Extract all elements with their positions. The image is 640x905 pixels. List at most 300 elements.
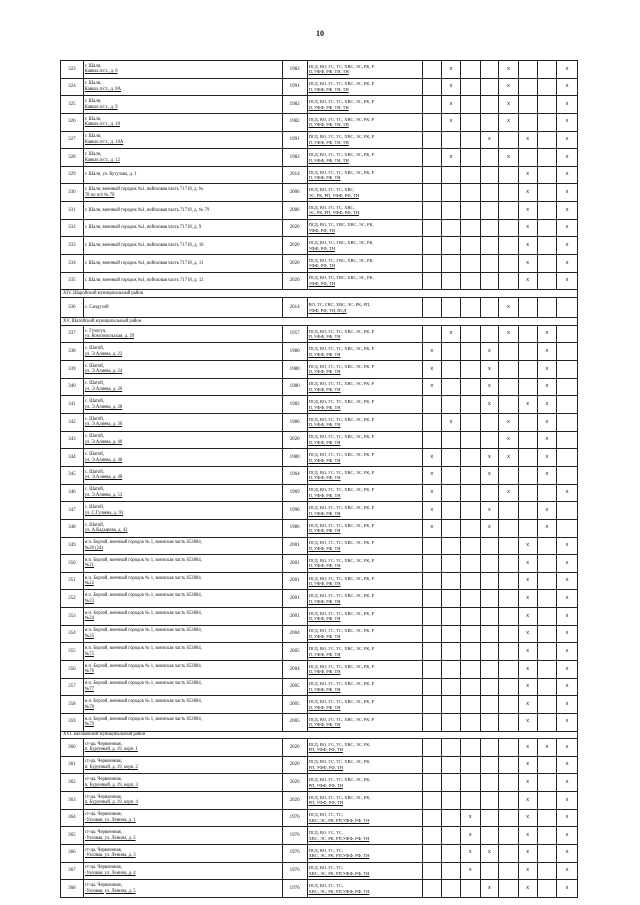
- mark-cell: [460, 608, 480, 626]
- works-cell: [307, 202, 422, 220]
- mark-cell: [537, 713, 557, 731]
- mark-cell: x: [518, 643, 537, 661]
- works-cell: [307, 862, 422, 880]
- works-line: ПСД, ВО, ГС, ТС, ХВС, ЭС, РК, Р: [308, 487, 375, 493]
- mark-cell: [422, 202, 442, 220]
- mark-cell: [460, 96, 480, 114]
- address-line: н.п. Борзой, военный городок № 1, воинская часть 653884,: [84, 663, 202, 669]
- mark-cell: x: [499, 78, 519, 96]
- mark-cell: [422, 431, 442, 449]
- mark-cell: [537, 678, 557, 696]
- address-line: н.п. Борзой, военный городок № 1, воинская часть 653884,: [84, 699, 202, 704]
- mark-cell: x: [557, 880, 578, 898]
- address-line: №21: [84, 563, 94, 569]
- address-line: п. Бурунный, д. 19, корп. 1: [84, 747, 138, 753]
- address-line: Кавказ.п/ст., д. 9: [84, 104, 118, 110]
- address-line: п. Бурунный, д. 19, корп. 3: [84, 782, 138, 788]
- year-cell: 2005: [282, 643, 307, 661]
- address-line: с. Шатой,: [84, 381, 104, 387]
- table-row: [61, 643, 578, 661]
- address-cell: [83, 396, 282, 414]
- table-row: [61, 827, 578, 845]
- mark-cell: [422, 219, 442, 237]
- mark-cell: x: [499, 96, 519, 114]
- mark-cell: [442, 519, 461, 537]
- mark-cell: x: [557, 696, 578, 714]
- mark-cell: [499, 555, 519, 573]
- year-cell: 2006: [282, 184, 307, 202]
- address-line: г. Шали,: [84, 99, 102, 104]
- year-cell: 1982: [282, 61, 307, 79]
- mark-cell: x: [557, 862, 578, 880]
- mark-cell: x: [557, 555, 578, 573]
- mark-cell: x: [518, 880, 537, 898]
- mark-cell: [557, 343, 578, 361]
- mark-cell: [442, 449, 461, 467]
- mark-cell: x: [557, 661, 578, 679]
- works-line: ПСД, ВО, ГС, ТС, ХВС, ЭС, РК, Р: [308, 416, 375, 422]
- year-cell: 2020: [282, 791, 307, 809]
- mark-cell: x: [557, 131, 578, 149]
- works-cell: [307, 713, 422, 731]
- works-cell: [307, 343, 422, 361]
- section-row: [61, 731, 578, 739]
- year-cell: 2020: [282, 219, 307, 237]
- works-cell: [307, 880, 422, 898]
- table-row: [61, 774, 578, 792]
- mark-cell: [460, 643, 480, 661]
- mark-cell: [442, 272, 461, 290]
- mark-cell: x: [460, 809, 480, 827]
- works-line: ПСД, ВО, ГС, ТС, ХВС, ЭС, РК, Р: [308, 610, 375, 616]
- works-line: П, УФФ, РФ, ТН: [308, 704, 341, 710]
- mark-cell: [537, 590, 557, 608]
- works-cell: [307, 608, 422, 626]
- works-cell: [307, 756, 422, 774]
- mark-cell: [518, 431, 537, 449]
- year-cell: 1980: [282, 378, 307, 396]
- table-row: [61, 809, 578, 827]
- mark-cell: [422, 131, 442, 149]
- mark-cell: x: [499, 113, 519, 131]
- works-line: П, УФФ, РФ, ТН: [308, 422, 341, 428]
- mark-cell: [480, 78, 499, 96]
- address-line: н.п. Борзой, военный городок № 1, воинская часть 653884,: [84, 575, 202, 581]
- works-cell: [307, 502, 422, 520]
- table-row: [61, 844, 578, 862]
- mark-cell: x: [422, 343, 442, 361]
- mark-cell: [499, 131, 519, 149]
- mark-cell: [422, 791, 442, 809]
- works-line: ХВС, ЭС, РК, РП,УФФ, РФ, ТН: [308, 817, 370, 823]
- mark-cell: [537, 555, 557, 573]
- table-row: [61, 96, 578, 114]
- mark-cell: [557, 502, 578, 520]
- mark-cell: [460, 519, 480, 537]
- mark-cell: [480, 590, 499, 608]
- table-row: [61, 572, 578, 590]
- works-line: ПСД, ВО, ГС, ТС, ХВС, ЭС, РК, Р: [308, 681, 375, 687]
- mark-cell: [499, 519, 519, 537]
- mark-cell: [557, 325, 578, 343]
- year-cell: 2005: [282, 713, 307, 731]
- mark-cell: [460, 78, 480, 96]
- mark-cell: [422, 590, 442, 608]
- works-cell: [307, 555, 422, 573]
- year-cell: 2004: [282, 661, 307, 679]
- works-line: ПСД, ВО, ГС, ТС, ХВС, ЭС, РК,: [308, 777, 371, 783]
- works-line: П, УФФ, РФ, ТН, ТН: [308, 139, 349, 145]
- address-cell: [83, 537, 282, 555]
- address-cell: [83, 466, 282, 484]
- address-line: г. Шали, военный городок №1, войсковая часть 71718, д. №: [84, 187, 204, 193]
- address-line: н.п. Борзой, военный городок № 1, воинская часть 653884,: [84, 593, 202, 599]
- works-line: ПСД, ВО, ГС, ТС, ХВС, ЭС, РК, Р: [308, 522, 375, 528]
- mark-cell: x: [480, 880, 499, 898]
- mark-cell: [460, 297, 480, 318]
- mark-cell: [480, 713, 499, 731]
- mark-cell: [557, 378, 578, 396]
- mark-cell: [460, 449, 480, 467]
- mark-cell: [537, 131, 557, 149]
- section-title: XV. Шатойский муниципальный район: [61, 318, 578, 326]
- mark-cell: x: [557, 61, 578, 79]
- mark-cell: [499, 661, 519, 679]
- table-row: [61, 113, 578, 131]
- mark-cell: [537, 78, 557, 96]
- row-number: 359: [61, 713, 84, 731]
- mark-cell: x: [518, 555, 537, 573]
- mark-cell: x: [460, 862, 480, 880]
- mark-cell: [460, 678, 480, 696]
- works-line: ПСД, ВО, ГС, ТС, ХВС, ЭС, РК, Р: [308, 575, 375, 581]
- mark-cell: x: [499, 449, 519, 467]
- mark-cell: [518, 466, 537, 484]
- works-line: П, УФФ, РФ, ТН: [308, 404, 341, 410]
- works-line: ПСД, ВО, ГС, ТС, ХВС, ЭС, РК, Р: [308, 81, 375, 87]
- works-line: П, УФФ, РФ, ТН: [308, 475, 341, 481]
- address-cell: [83, 756, 282, 774]
- mark-cell: x: [422, 361, 442, 379]
- address-cell: [83, 713, 282, 731]
- row-number: 329: [61, 166, 84, 184]
- table-row: [61, 361, 578, 379]
- address-cell: [83, 113, 282, 131]
- row-number: 330: [61, 184, 84, 202]
- mark-cell: [460, 237, 480, 255]
- address-line: ст-ца. Червленная,: [84, 812, 122, 818]
- mark-cell: [460, 414, 480, 432]
- works-line: П, УФФ, РФ, ТН: [308, 563, 341, 569]
- address-line: г. Шали,: [84, 134, 102, 140]
- mark-cell: [422, 61, 442, 79]
- mark-cell: [480, 219, 499, 237]
- row-number: 337: [61, 325, 84, 343]
- row-number: 331: [61, 202, 84, 220]
- year-cell: 1986: [282, 519, 307, 537]
- mark-cell: x: [422, 466, 442, 484]
- mark-cell: x: [422, 484, 442, 502]
- mark-cell: [442, 184, 461, 202]
- mark-cell: [499, 255, 519, 273]
- works-line: ПСД, ВО, ТС, ГВС, ХВС, ЭС, РК,: [308, 240, 374, 246]
- mark-cell: x: [537, 343, 557, 361]
- works-line: ПСД, ВО, ГС, ТС, ХВС, ЭС, РК,: [308, 794, 371, 800]
- mark-cell: [557, 466, 578, 484]
- works-line: РП, УФФ, РФ, ТН: [308, 765, 344, 771]
- mark-cell: [460, 756, 480, 774]
- works-line: УФФ, РФ, ТН: [308, 263, 336, 269]
- mark-cell: x: [499, 484, 519, 502]
- mark-cell: [480, 484, 499, 502]
- mark-cell: [422, 396, 442, 414]
- mark-cell: [537, 237, 557, 255]
- mark-cell: [442, 809, 461, 827]
- mark-cell: [442, 396, 461, 414]
- year-cell: 1982: [282, 96, 307, 114]
- works-line: ПСД, ВО, ГС, ТС, ХВС, ЭС, РК, Р: [308, 716, 375, 722]
- works-line: ПСД, ВО, ГС, ТС,: [308, 829, 344, 835]
- mark-cell: [422, 149, 442, 167]
- works-line: П, УФФ, РФ, ТН: [308, 616, 341, 622]
- mark-cell: [499, 590, 519, 608]
- row-number: 353: [61, 608, 84, 626]
- year-cell: 2020: [282, 255, 307, 273]
- mark-cell: x: [499, 414, 519, 432]
- mark-cell: [460, 555, 480, 573]
- table-row: [61, 255, 578, 273]
- table-row: [61, 537, 578, 555]
- address-line: -Узловая, ул. Ленина, д. 2: [84, 835, 136, 841]
- mark-cell: [460, 625, 480, 643]
- mark-cell: [480, 809, 499, 827]
- address-line: №75: [84, 651, 94, 657]
- works-line: П, УФФ, РФ, ТН: [308, 598, 341, 604]
- address-cell: [83, 272, 282, 290]
- works-line: ПСД, ВО, ГС, ТС, ХВС, ЭС, РК, Р: [308, 116, 375, 122]
- mark-cell: [442, 219, 461, 237]
- row-number: 341: [61, 396, 84, 414]
- mark-cell: [499, 237, 519, 255]
- mark-cell: x: [557, 713, 578, 731]
- mark-cell: [518, 519, 537, 537]
- row-number: 354: [61, 625, 84, 643]
- mark-cell: x: [537, 449, 557, 467]
- address-cell: [83, 219, 282, 237]
- mark-cell: x: [442, 96, 461, 114]
- mark-cell: [537, 484, 557, 502]
- mark-cell: x: [557, 608, 578, 626]
- mark-cell: [537, 774, 557, 792]
- mark-cell: [480, 166, 499, 184]
- mark-cell: x: [480, 378, 499, 396]
- year-cell: 1980: [282, 449, 307, 467]
- row-number: 360: [61, 739, 84, 757]
- table-row: [61, 378, 578, 396]
- works-cell: [307, 739, 422, 757]
- mark-cell: [499, 756, 519, 774]
- row-number: 324: [61, 78, 84, 96]
- table-row: [61, 862, 578, 880]
- mark-cell: [518, 378, 537, 396]
- address-cell: [83, 484, 282, 502]
- works-line: П, УФФ, РФ, ТН: [308, 722, 341, 728]
- address-cell: [83, 131, 282, 149]
- table-row: [61, 396, 578, 414]
- mark-cell: [422, 572, 442, 590]
- works-cell: [307, 449, 422, 467]
- housing-register-table: [60, 60, 578, 898]
- mark-cell: [422, 625, 442, 643]
- mark-cell: [480, 414, 499, 432]
- year-cell: 2020: [282, 431, 307, 449]
- mark-cell: [442, 166, 461, 184]
- mark-cell: [537, 661, 557, 679]
- address-cell: [83, 255, 282, 273]
- address-line: ул. Э.Алиева, д. 53: [84, 492, 123, 498]
- works-line: ПСД, ВО, ГС, ТС, ХВС, ЭС, РК, Р: [308, 469, 375, 475]
- mark-cell: x: [537, 396, 557, 414]
- year-cell: 1991: [282, 131, 307, 149]
- mark-cell: x: [480, 844, 499, 862]
- address-cell: [83, 149, 282, 167]
- address-cell: [83, 502, 282, 520]
- mark-cell: [537, 809, 557, 827]
- mark-cell: [518, 361, 537, 379]
- mark-cell: [480, 149, 499, 167]
- mark-cell: [537, 827, 557, 845]
- mark-cell: [460, 502, 480, 520]
- address-line: с. Шатой,: [84, 522, 104, 528]
- mark-cell: [518, 96, 537, 114]
- mark-cell: x: [518, 219, 537, 237]
- mark-cell: x: [518, 791, 537, 809]
- mark-cell: [537, 625, 557, 643]
- row-number: 348: [61, 519, 84, 537]
- mark-cell: x: [518, 237, 537, 255]
- row-number: 357: [61, 678, 84, 696]
- mark-cell: [537, 537, 557, 555]
- works-line: П, УФФ, РФ, ТН: [308, 492, 341, 498]
- mark-cell: [442, 608, 461, 626]
- mark-cell: x: [557, 272, 578, 290]
- mark-cell: [422, 696, 442, 714]
- address-cell: [83, 166, 282, 184]
- mark-cell: [442, 590, 461, 608]
- mark-cell: [460, 396, 480, 414]
- works-line: ПСД, ВО, ГС, ТС, ХВС, ЭС, РК, Р: [308, 363, 375, 369]
- mark-cell: [422, 255, 442, 273]
- row-number: 356: [61, 661, 84, 679]
- works-line: УФФ, РФ, ТН, ПСД: [308, 307, 347, 313]
- mark-cell: x: [518, 608, 537, 626]
- mark-cell: [422, 184, 442, 202]
- year-cell: 2020: [282, 756, 307, 774]
- table-row: [61, 466, 578, 484]
- address-line: №23: [84, 598, 94, 604]
- address-cell: [83, 297, 282, 318]
- mark-cell: [442, 378, 461, 396]
- mark-cell: [499, 678, 519, 696]
- address-line: н.п. Борзой, военный городок № 1, воинская часть 653884,: [84, 681, 202, 687]
- mark-cell: [480, 696, 499, 714]
- row-number: 365: [61, 827, 84, 845]
- mark-cell: x: [537, 361, 557, 379]
- mark-cell: [442, 791, 461, 809]
- mark-cell: [442, 131, 461, 149]
- year-cell: 2020: [282, 774, 307, 792]
- mark-cell: [422, 78, 442, 96]
- mark-cell: [422, 96, 442, 114]
- year-cell: 1976: [282, 862, 307, 880]
- works-line: П, УФФ, РФ, ТН: [308, 510, 341, 516]
- section-row: [61, 318, 578, 326]
- mark-cell: x: [480, 502, 499, 520]
- works-line: ПСД, ВО, ГС, ТС, ХВС, ЭС, РК, Р: [308, 346, 375, 352]
- mark-cell: [518, 484, 537, 502]
- mark-cell: [442, 502, 461, 520]
- address-line: г. Шали,: [84, 63, 102, 69]
- address-cell: [83, 96, 282, 114]
- mark-cell: [537, 608, 557, 626]
- mark-cell: [460, 431, 480, 449]
- mark-cell: x: [518, 756, 537, 774]
- mark-cell: [480, 184, 499, 202]
- mark-cell: x: [557, 844, 578, 862]
- row-number: 346: [61, 484, 84, 502]
- mark-cell: [422, 880, 442, 898]
- works-cell: [307, 696, 422, 714]
- year-cell: 2006: [282, 202, 307, 220]
- mark-cell: [518, 414, 537, 432]
- address-cell: [83, 361, 282, 379]
- works-cell: [307, 809, 422, 827]
- works-line: П, УФФ, РФ, ТН: [308, 369, 341, 375]
- works-cell: [307, 96, 422, 114]
- mark-cell: [442, 713, 461, 731]
- mark-cell: [480, 608, 499, 626]
- mark-cell: x: [518, 537, 537, 555]
- mark-cell: [518, 325, 537, 343]
- mark-cell: [422, 774, 442, 792]
- works-cell: [307, 774, 422, 792]
- works-line: ПСД, ВО, ГС, ТС, ХВС, ЭС, РК, Р: [308, 699, 375, 704]
- address-cell: [83, 880, 282, 898]
- row-number: 326: [61, 113, 84, 131]
- table-row: [61, 343, 578, 361]
- works-cell: [307, 131, 422, 149]
- table-row: [61, 184, 578, 202]
- address-line: Кавказ.п/ст., д. 12: [84, 157, 120, 163]
- works-line: ПСД, ВО, ГС, ТС, ХВС, ЭС, РК, Р: [308, 63, 375, 69]
- works-line: ХВС, ЭС, РК, РП,УФФ, РФ, ТН: [308, 888, 370, 894]
- mark-cell: [480, 431, 499, 449]
- address-line: г. Шали, военный городок №1, войсковая часть 71718, д. № 79: [84, 207, 210, 213]
- table-row: [61, 555, 578, 573]
- mark-cell: [499, 625, 519, 643]
- mark-cell: [499, 791, 519, 809]
- mark-cell: [442, 555, 461, 573]
- address-line: №26 (24): [84, 545, 103, 551]
- mark-cell: [557, 519, 578, 537]
- row-number: 334: [61, 255, 84, 273]
- mark-cell: [480, 827, 499, 845]
- year-cell: 2020: [282, 272, 307, 290]
- table-row: [61, 449, 578, 467]
- mark-cell: x: [518, 396, 537, 414]
- row-number: 323: [61, 61, 84, 79]
- address-cell: [83, 739, 282, 757]
